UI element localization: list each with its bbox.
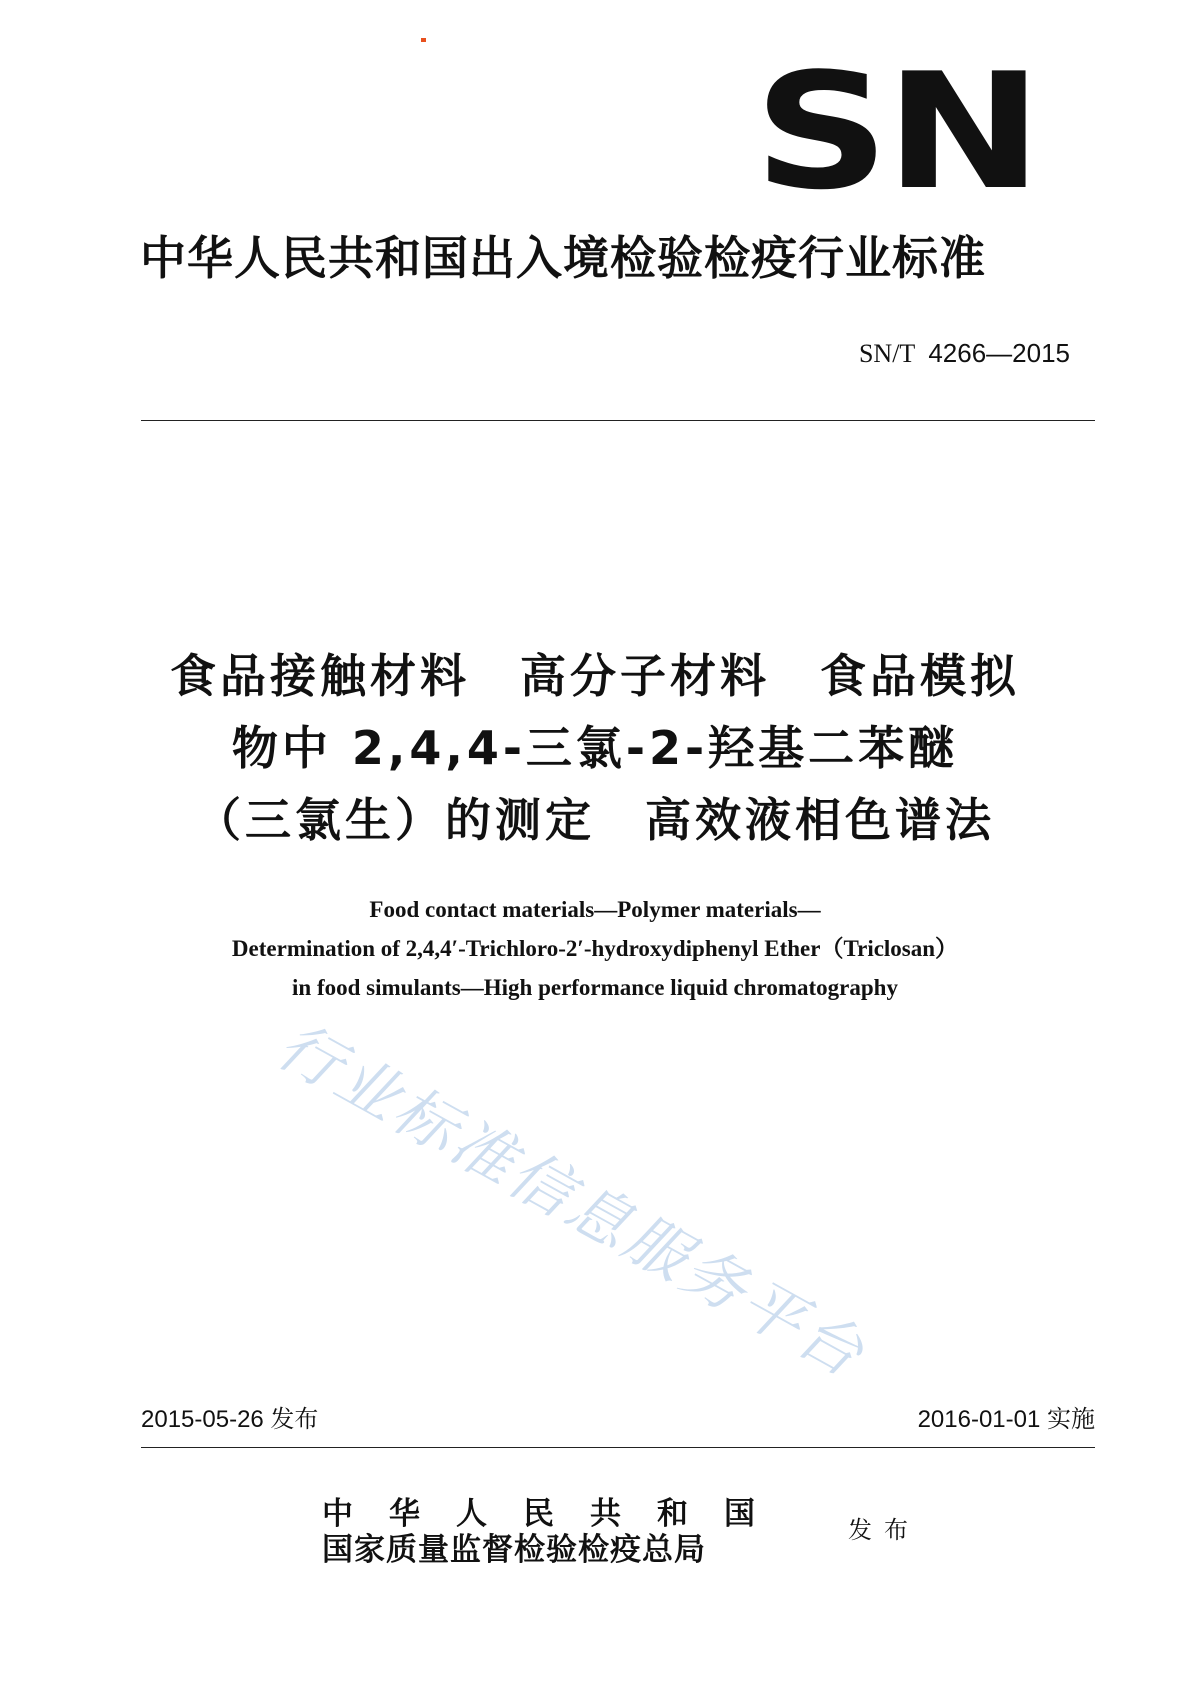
sn-logo: SN [753, 38, 1038, 225]
standard-code: 4266—2015 [928, 338, 1070, 368]
issuer-block [322, 1496, 791, 1568]
issuer-action: 发布 [848, 1516, 920, 1544]
chinese-title-line-2: 物中 2,4,4-三氯-2-羟基二苯醚 [231, 721, 959, 775]
standard-prefix: SN/T [858, 339, 916, 368]
chinese-title-line-1: 食品接触材料 高分子材料 食品模拟 [170, 649, 1020, 703]
english-title-line-3: in food simulants—High performance liquid chromatography [292, 975, 898, 1000]
bottom-divider [141, 1447, 1095, 1448]
watermark: 行业标准信息服务平台 [265, 1008, 879, 1393]
standard-number [859, 338, 1070, 369]
english-title-line-1: Food contact materials—Polymer materials— [369, 897, 821, 922]
english-title-line-2: Determination of 2,4,4′-Trichloro-2′-hydroxydiphenyl Ether（Triclosan） [231, 936, 959, 961]
top-divider [141, 420, 1095, 421]
implementation-date: 2016-01-01 实施 [917, 1406, 1095, 1433]
org-title: 中华人民共和国出入境检验检疫行业标准 [140, 231, 986, 285]
english-title [100, 890, 1090, 1007]
chinese-title [100, 640, 1090, 856]
red-mark [421, 38, 426, 42]
issuer-agency: 国家质量监督检验检疫总局 [322, 1532, 706, 1568]
issuer-country: 中华人民共和国 [322, 1496, 791, 1532]
issue-date: 2015-05-26 发布 [141, 1406, 319, 1433]
chinese-title-line-3: （三氯生）的测定 高效液相色谱法 [195, 793, 995, 847]
